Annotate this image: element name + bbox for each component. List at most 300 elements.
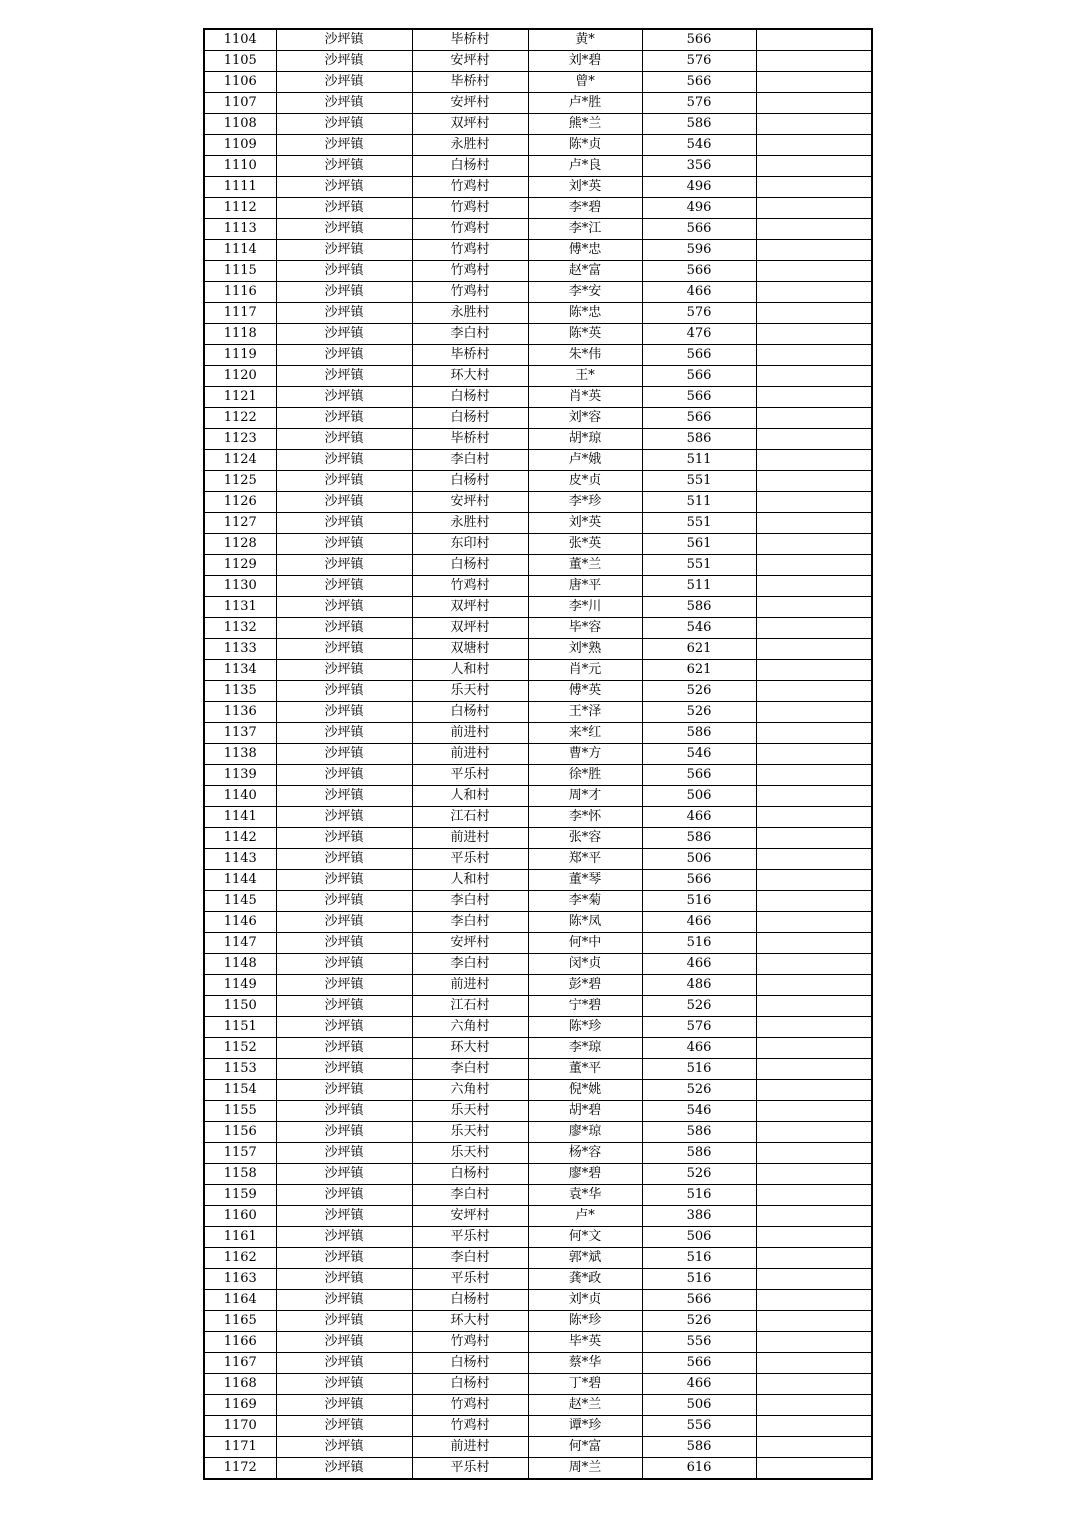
town-cell: 沙坪镇: [276, 849, 412, 870]
town-cell: 沙坪镇: [276, 261, 412, 282]
amount-cell: 511: [642, 576, 756, 597]
village-cell: 竹鸡村: [412, 261, 528, 282]
note-cell: [756, 387, 872, 408]
amount-cell: 596: [642, 240, 756, 261]
name-cell: 刘*碧: [528, 51, 642, 72]
serial-number-cell: 1118: [204, 324, 276, 345]
table-row: [204, 1017, 872, 1038]
name-cell: 胡*琼: [528, 429, 642, 450]
town-cell: 沙坪镇: [276, 765, 412, 786]
amount-cell: 576: [642, 303, 756, 324]
amount-cell: 566: [642, 387, 756, 408]
note-cell: [756, 1164, 872, 1185]
serial-number-cell: 1171: [204, 1437, 276, 1458]
name-cell: 廖*琼: [528, 1122, 642, 1143]
name-cell: 毕*容: [528, 618, 642, 639]
name-cell: 陈*珍: [528, 1017, 642, 1038]
name-cell: 龚*政: [528, 1269, 642, 1290]
table-row: [204, 723, 872, 744]
town-cell: 沙坪镇: [276, 1332, 412, 1353]
name-cell: 毕*英: [528, 1332, 642, 1353]
town-cell: 沙坪镇: [276, 1311, 412, 1332]
town-cell: 沙坪镇: [276, 1185, 412, 1206]
note-cell: [756, 1290, 872, 1311]
town-cell: 沙坪镇: [276, 303, 412, 324]
serial-number-cell: 1160: [204, 1206, 276, 1227]
name-cell: 李*琼: [528, 1038, 642, 1059]
amount-cell: 551: [642, 471, 756, 492]
name-cell: 徐*胜: [528, 765, 642, 786]
note-cell: [756, 975, 872, 996]
amount-cell: 576: [642, 93, 756, 114]
town-cell: 沙坪镇: [276, 555, 412, 576]
name-cell: 廖*碧: [528, 1164, 642, 1185]
village-cell: 李白村: [412, 912, 528, 933]
serial-number-cell: 1105: [204, 51, 276, 72]
town-cell: 沙坪镇: [276, 597, 412, 618]
village-cell: 前进村: [412, 723, 528, 744]
town-cell: 沙坪镇: [276, 933, 412, 954]
amount-cell: 566: [642, 1353, 756, 1374]
serial-number-cell: 1131: [204, 597, 276, 618]
town-cell: 沙坪镇: [276, 807, 412, 828]
amount-cell: 566: [642, 1290, 756, 1311]
table-row: [204, 1395, 872, 1416]
note-cell: [756, 723, 872, 744]
village-cell: 白杨村: [412, 1374, 528, 1395]
village-cell: 平乐村: [412, 849, 528, 870]
note-cell: [756, 72, 872, 93]
name-cell: 胡*碧: [528, 1101, 642, 1122]
table-row: [204, 1374, 872, 1395]
note-cell: [756, 1059, 872, 1080]
name-cell: 熊*兰: [528, 114, 642, 135]
note-cell: [756, 891, 872, 912]
serial-number-cell: 1141: [204, 807, 276, 828]
village-cell: 环大村: [412, 1311, 528, 1332]
village-cell: 李白村: [412, 891, 528, 912]
table-row: [204, 1164, 872, 1185]
village-cell: 永胜村: [412, 135, 528, 156]
village-cell: 白杨村: [412, 408, 528, 429]
amount-cell: 566: [642, 219, 756, 240]
serial-number-cell: 1109: [204, 135, 276, 156]
town-cell: 沙坪镇: [276, 723, 412, 744]
table-row: [204, 1332, 872, 1353]
village-cell: 人和村: [412, 786, 528, 807]
village-cell: 永胜村: [412, 303, 528, 324]
amount-cell: 476: [642, 324, 756, 345]
amount-cell: 586: [642, 1437, 756, 1458]
amount-cell: 586: [642, 1143, 756, 1164]
table-row: [204, 576, 872, 597]
serial-number-cell: 1167: [204, 1353, 276, 1374]
amount-cell: 506: [642, 786, 756, 807]
note-cell: [756, 1353, 872, 1374]
table-row: [204, 1038, 872, 1059]
note-cell: [756, 282, 872, 303]
village-cell: 平乐村: [412, 1227, 528, 1248]
table-row: [204, 1458, 872, 1480]
serial-number-cell: 1157: [204, 1143, 276, 1164]
note-cell: [756, 849, 872, 870]
table-row: [204, 1059, 872, 1080]
note-cell: [756, 954, 872, 975]
serial-number-cell: 1104: [204, 29, 276, 51]
village-cell: 前进村: [412, 975, 528, 996]
name-cell: 傅*忠: [528, 240, 642, 261]
serial-number-cell: 1152: [204, 1038, 276, 1059]
note-cell: [756, 114, 872, 135]
amount-cell: 566: [642, 366, 756, 387]
town-cell: 沙坪镇: [276, 29, 412, 51]
village-cell: 前进村: [412, 1437, 528, 1458]
note-cell: [756, 29, 872, 51]
serial-number-cell: 1158: [204, 1164, 276, 1185]
table-row: [204, 555, 872, 576]
serial-number-cell: 1122: [204, 408, 276, 429]
village-cell: 白杨村: [412, 1353, 528, 1374]
name-cell: 陈*珍: [528, 1311, 642, 1332]
town-cell: 沙坪镇: [276, 450, 412, 471]
serial-number-cell: 1147: [204, 933, 276, 954]
village-cell: 安坪村: [412, 933, 528, 954]
table-row: [204, 1080, 872, 1101]
note-cell: [756, 51, 872, 72]
village-cell: 前进村: [412, 828, 528, 849]
roster-table-body: [204, 29, 872, 1479]
serial-number-cell: 1126: [204, 492, 276, 513]
village-cell: 人和村: [412, 660, 528, 681]
amount-cell: 466: [642, 807, 756, 828]
note-cell: [756, 744, 872, 765]
serial-number-cell: 1111: [204, 177, 276, 198]
roster-table: [203, 28, 873, 1480]
village-cell: 毕桥村: [412, 345, 528, 366]
town-cell: 沙坪镇: [276, 513, 412, 534]
village-cell: 毕桥村: [412, 72, 528, 93]
note-cell: [756, 765, 872, 786]
town-cell: 沙坪镇: [276, 114, 412, 135]
serial-number-cell: 1142: [204, 828, 276, 849]
village-cell: 竹鸡村: [412, 1416, 528, 1437]
amount-cell: 621: [642, 660, 756, 681]
table-row: [204, 387, 872, 408]
amount-cell: 486: [642, 975, 756, 996]
amount-cell: 551: [642, 555, 756, 576]
amount-cell: 556: [642, 1416, 756, 1437]
table-row: [204, 408, 872, 429]
name-cell: 倪*姚: [528, 1080, 642, 1101]
table-row: [204, 29, 872, 51]
village-cell: 江石村: [412, 807, 528, 828]
village-cell: 竹鸡村: [412, 1332, 528, 1353]
amount-cell: 621: [642, 639, 756, 660]
name-cell: 董*兰: [528, 555, 642, 576]
note-cell: [756, 1122, 872, 1143]
serial-number-cell: 1138: [204, 744, 276, 765]
name-cell: 何*中: [528, 933, 642, 954]
village-cell: 李白村: [412, 1248, 528, 1269]
name-cell: 李*碧: [528, 198, 642, 219]
note-cell: [756, 1395, 872, 1416]
amount-cell: 516: [642, 1185, 756, 1206]
name-cell: 肖*英: [528, 387, 642, 408]
village-cell: 环大村: [412, 1038, 528, 1059]
town-cell: 沙坪镇: [276, 1437, 412, 1458]
serial-number-cell: 1172: [204, 1458, 276, 1480]
name-cell: 卢*胜: [528, 93, 642, 114]
town-cell: 沙坪镇: [276, 471, 412, 492]
table-row: [204, 1101, 872, 1122]
name-cell: 王*: [528, 366, 642, 387]
serial-number-cell: 1124: [204, 450, 276, 471]
amount-cell: 506: [642, 1227, 756, 1248]
note-cell: [756, 1374, 872, 1395]
name-cell: 蔡*华: [528, 1353, 642, 1374]
amount-cell: 546: [642, 1101, 756, 1122]
name-cell: 刘*贞: [528, 1290, 642, 1311]
amount-cell: 586: [642, 597, 756, 618]
name-cell: 张*容: [528, 828, 642, 849]
amount-cell: 566: [642, 72, 756, 93]
town-cell: 沙坪镇: [276, 429, 412, 450]
amount-cell: 526: [642, 1164, 756, 1185]
table-row: [204, 345, 872, 366]
serial-number-cell: 1159: [204, 1185, 276, 1206]
village-cell: 李白村: [412, 324, 528, 345]
name-cell: 刘*熟: [528, 639, 642, 660]
serial-number-cell: 1156: [204, 1122, 276, 1143]
village-cell: 六角村: [412, 1080, 528, 1101]
village-cell: 白杨村: [412, 471, 528, 492]
note-cell: [756, 807, 872, 828]
note-cell: [756, 681, 872, 702]
note-cell: [756, 93, 872, 114]
note-cell: [756, 1017, 872, 1038]
village-cell: 白杨村: [412, 1164, 528, 1185]
serial-number-cell: 1136: [204, 702, 276, 723]
serial-number-cell: 1140: [204, 786, 276, 807]
name-cell: 董*琴: [528, 870, 642, 891]
amount-cell: 496: [642, 198, 756, 219]
name-cell: 袁*华: [528, 1185, 642, 1206]
table-row: [204, 219, 872, 240]
town-cell: 沙坪镇: [276, 324, 412, 345]
name-cell: 谭*珍: [528, 1416, 642, 1437]
town-cell: 沙坪镇: [276, 534, 412, 555]
village-cell: 毕桥村: [412, 429, 528, 450]
serial-number-cell: 1121: [204, 387, 276, 408]
note-cell: [756, 408, 872, 429]
town-cell: 沙坪镇: [276, 576, 412, 597]
village-cell: 竹鸡村: [412, 576, 528, 597]
amount-cell: 516: [642, 1269, 756, 1290]
village-cell: 竹鸡村: [412, 240, 528, 261]
village-cell: 白杨村: [412, 156, 528, 177]
table-row: [204, 1227, 872, 1248]
table-row: [204, 1290, 872, 1311]
town-cell: 沙坪镇: [276, 660, 412, 681]
note-cell: [756, 303, 872, 324]
name-cell: 李*菊: [528, 891, 642, 912]
table-row: [204, 135, 872, 156]
table-row: [204, 1416, 872, 1437]
serial-number-cell: 1133: [204, 639, 276, 660]
note-cell: [756, 1206, 872, 1227]
village-cell: 前进村: [412, 744, 528, 765]
name-cell: 闵*贞: [528, 954, 642, 975]
village-cell: 李白村: [412, 450, 528, 471]
amount-cell: 556: [642, 1332, 756, 1353]
village-cell: 竹鸡村: [412, 198, 528, 219]
amount-cell: 526: [642, 681, 756, 702]
amount-cell: 506: [642, 1395, 756, 1416]
table-row: [204, 1248, 872, 1269]
town-cell: 沙坪镇: [276, 72, 412, 93]
amount-cell: 586: [642, 1122, 756, 1143]
serial-number-cell: 1154: [204, 1080, 276, 1101]
town-cell: 沙坪镇: [276, 1122, 412, 1143]
serial-number-cell: 1169: [204, 1395, 276, 1416]
name-cell: 李*川: [528, 597, 642, 618]
name-cell: 刘*容: [528, 408, 642, 429]
table-row: [204, 1437, 872, 1458]
name-cell: 张*英: [528, 534, 642, 555]
town-cell: 沙坪镇: [276, 954, 412, 975]
amount-cell: 566: [642, 870, 756, 891]
table-row: [204, 534, 872, 555]
town-cell: 沙坪镇: [276, 1416, 412, 1437]
name-cell: 郭*斌: [528, 1248, 642, 1269]
town-cell: 沙坪镇: [276, 1458, 412, 1480]
serial-number-cell: 1135: [204, 681, 276, 702]
note-cell: [756, 156, 872, 177]
note-cell: [756, 576, 872, 597]
note-cell: [756, 597, 872, 618]
village-cell: 竹鸡村: [412, 219, 528, 240]
town-cell: 沙坪镇: [276, 744, 412, 765]
note-cell: [756, 1185, 872, 1206]
serial-number-cell: 1145: [204, 891, 276, 912]
town-cell: 沙坪镇: [276, 219, 412, 240]
serial-number-cell: 1130: [204, 576, 276, 597]
serial-number-cell: 1168: [204, 1374, 276, 1395]
note-cell: [756, 534, 872, 555]
serial-number-cell: 1162: [204, 1248, 276, 1269]
note-cell: [756, 1437, 872, 1458]
serial-number-cell: 1129: [204, 555, 276, 576]
town-cell: 沙坪镇: [276, 240, 412, 261]
table-row: [204, 1185, 872, 1206]
table-row: [204, 72, 872, 93]
name-cell: 卢*良: [528, 156, 642, 177]
town-cell: 沙坪镇: [276, 975, 412, 996]
table-row: [204, 933, 872, 954]
serial-number-cell: 1166: [204, 1332, 276, 1353]
town-cell: 沙坪镇: [276, 1038, 412, 1059]
town-cell: 沙坪镇: [276, 1017, 412, 1038]
town-cell: 沙坪镇: [276, 786, 412, 807]
serial-number-cell: 1143: [204, 849, 276, 870]
town-cell: 沙坪镇: [276, 1101, 412, 1122]
amount-cell: 526: [642, 1311, 756, 1332]
town-cell: 沙坪镇: [276, 345, 412, 366]
name-cell: 刘*英: [528, 513, 642, 534]
note-cell: [756, 366, 872, 387]
serial-number-cell: 1116: [204, 282, 276, 303]
note-cell: [756, 786, 872, 807]
name-cell: 彭*碧: [528, 975, 642, 996]
name-cell: 朱*伟: [528, 345, 642, 366]
town-cell: 沙坪镇: [276, 1248, 412, 1269]
village-cell: 李白村: [412, 954, 528, 975]
table-row: [204, 891, 872, 912]
name-cell: 赵*兰: [528, 1395, 642, 1416]
town-cell: 沙坪镇: [276, 639, 412, 660]
name-cell: 赵*富: [528, 261, 642, 282]
village-cell: 乐天村: [412, 1143, 528, 1164]
note-cell: [756, 1416, 872, 1437]
town-cell: 沙坪镇: [276, 891, 412, 912]
table-row: [204, 177, 872, 198]
name-cell: 杨*容: [528, 1143, 642, 1164]
table-row: [204, 618, 872, 639]
table-row: [204, 1143, 872, 1164]
serial-number-cell: 1137: [204, 723, 276, 744]
table-row: [204, 93, 872, 114]
amount-cell: 566: [642, 345, 756, 366]
name-cell: 傅*英: [528, 681, 642, 702]
name-cell: 卢*: [528, 1206, 642, 1227]
name-cell: 刘*英: [528, 177, 642, 198]
village-cell: 白杨村: [412, 387, 528, 408]
town-cell: 沙坪镇: [276, 156, 412, 177]
town-cell: 沙坪镇: [276, 408, 412, 429]
name-cell: 曹*方: [528, 744, 642, 765]
table-row: [204, 786, 872, 807]
note-cell: [756, 1143, 872, 1164]
serial-number-cell: 1107: [204, 93, 276, 114]
note-cell: [756, 1311, 872, 1332]
serial-number-cell: 1148: [204, 954, 276, 975]
town-cell: 沙坪镇: [276, 93, 412, 114]
serial-number-cell: 1132: [204, 618, 276, 639]
village-cell: 永胜村: [412, 513, 528, 534]
town-cell: 沙坪镇: [276, 828, 412, 849]
table-row: [204, 1311, 872, 1332]
village-cell: 六角村: [412, 1017, 528, 1038]
table-row: [204, 513, 872, 534]
table-row: [204, 744, 872, 765]
name-cell: 卢*娥: [528, 450, 642, 471]
name-cell: 王*泽: [528, 702, 642, 723]
amount-cell: 566: [642, 29, 756, 51]
name-cell: 李*安: [528, 282, 642, 303]
serial-number-cell: 1151: [204, 1017, 276, 1038]
town-cell: 沙坪镇: [276, 1080, 412, 1101]
amount-cell: 551: [642, 513, 756, 534]
town-cell: 沙坪镇: [276, 51, 412, 72]
note-cell: [756, 240, 872, 261]
town-cell: 沙坪镇: [276, 492, 412, 513]
table-row: [204, 702, 872, 723]
village-cell: 平乐村: [412, 765, 528, 786]
table-row: [204, 471, 872, 492]
serial-number-cell: 1163: [204, 1269, 276, 1290]
amount-cell: 566: [642, 261, 756, 282]
table-row: [204, 492, 872, 513]
